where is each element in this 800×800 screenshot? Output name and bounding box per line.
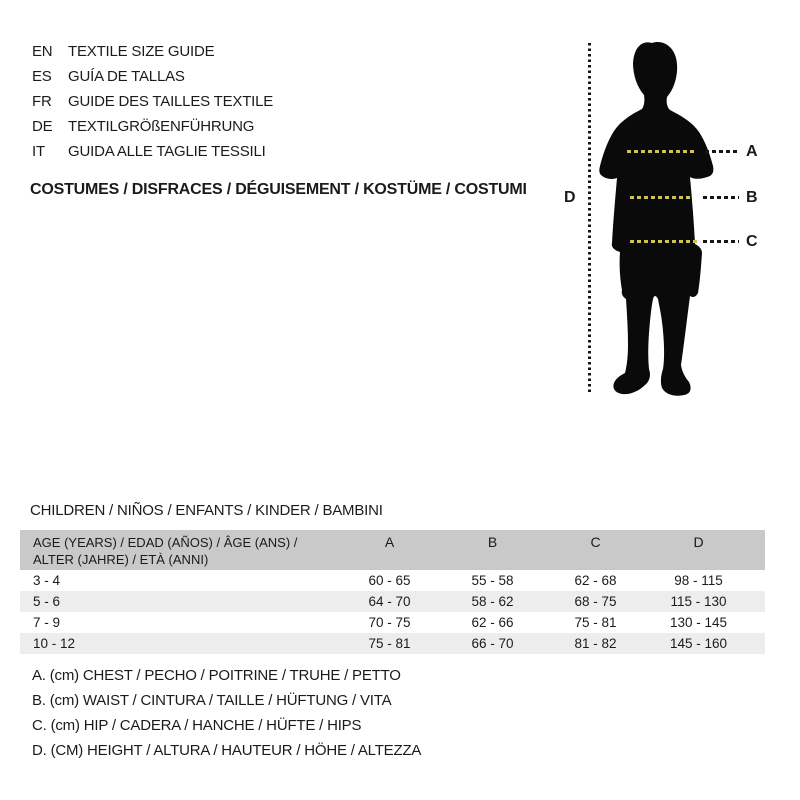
table-row <box>20 633 765 654</box>
language-row <box>32 114 273 139</box>
waist-cell: 58 - 62 <box>471 594 514 609</box>
age-cell: 7 - 9 <box>33 615 61 630</box>
age-header-line2: ALTER (JAHRE) / ETÀ (ANNI) <box>33 552 209 567</box>
table-section-title: CHILDREN / NIÑOS / ENFANTS / KINDER / BAMBINI <box>30 502 383 519</box>
column-header-d: D <box>693 534 704 550</box>
language-code: FR <box>32 93 52 110</box>
column-header-a: A <box>384 534 395 550</box>
language-label: TEXTILGRÖßENFÜHRUNG <box>68 118 255 135</box>
waist-cell: 66 - 70 <box>471 636 514 651</box>
waist-leader-line <box>703 196 739 199</box>
measurement-notes <box>32 663 421 763</box>
chest-cell: 75 - 81 <box>368 636 411 651</box>
language-code: DE <box>32 118 53 135</box>
chest-cell: 64 - 70 <box>368 594 411 609</box>
waist-note: B. (cm) WAIST / CINTURA / TAILLE / HÜFTUNG / VITA <box>32 692 392 709</box>
chest-measure-line <box>627 150 697 153</box>
hip-measure-line <box>630 240 698 243</box>
hip-leader-line <box>703 240 739 243</box>
height-label: D <box>564 189 576 206</box>
language-label: TEXTILE SIZE GUIDE <box>68 43 215 60</box>
hip-label: C <box>746 233 758 250</box>
chest-note: A. (cm) CHEST / PECHO / POITRINE / TRUHE / PETTO <box>32 667 401 684</box>
table-row <box>20 591 765 612</box>
language-row <box>32 139 273 164</box>
age-cell: 5 - 6 <box>33 594 61 609</box>
height-measure-line <box>588 43 591 393</box>
language-row <box>32 89 273 114</box>
table-row <box>20 612 765 633</box>
language-guide-list <box>32 39 273 164</box>
hip-cell: 62 - 68 <box>574 573 617 588</box>
waist-measure-line <box>630 196 692 199</box>
waist-label: B <box>746 189 758 206</box>
hip-cell: 75 - 81 <box>574 615 617 630</box>
age-cell: 3 - 4 <box>33 573 61 588</box>
language-row <box>32 39 273 64</box>
age-header-line1: AGE (YEARS) / EDAD (AÑOS) / ÂGE (ANS) / <box>33 535 298 550</box>
size-table <box>20 530 765 654</box>
height-note: D. (CM) HEIGHT / ALTURA / HAUTEUR / HÖHE / ALTEZZA <box>32 742 422 759</box>
language-code: ES <box>32 68 52 85</box>
child-silhouette <box>598 40 716 397</box>
size-table-header <box>20 530 765 570</box>
column-header-b: B <box>487 534 498 550</box>
hip-note: C. (cm) HIP / CADERA / HANCHE / HÜFTE / HIPS <box>32 717 362 734</box>
chest-label: A <box>746 143 758 160</box>
chest-cell: 60 - 65 <box>368 573 411 588</box>
table-row <box>20 570 765 591</box>
waist-cell: 55 - 58 <box>471 573 514 588</box>
column-header-c: C <box>590 534 601 550</box>
language-code: IT <box>32 143 45 160</box>
chest-cell: 70 - 75 <box>368 615 411 630</box>
age-cell: 10 - 12 <box>33 636 76 651</box>
language-row <box>32 64 273 89</box>
language-label: GUIDE DES TAILLES TEXTILE <box>68 93 274 110</box>
age-column-header <box>20 534 338 570</box>
height-cell: 130 - 145 <box>669 615 728 630</box>
height-cell: 98 - 115 <box>674 573 723 588</box>
size-table-body <box>20 570 765 654</box>
height-cell: 115 - 130 <box>670 594 727 609</box>
hip-cell: 81 - 82 <box>574 636 617 651</box>
language-code: EN <box>32 43 53 60</box>
height-cell: 145 - 160 <box>669 636 728 651</box>
category-title: COSTUMES / DISFRACES / DÉGUISEMENT / KOSTÜME / COSTUMI <box>30 181 527 198</box>
language-label: GUÍA DE TALLAS <box>68 68 185 85</box>
hip-cell: 68 - 75 <box>574 594 617 609</box>
waist-cell: 62 - 66 <box>471 615 514 630</box>
language-label: GUIDA ALLE TAGLIE TESSILI <box>68 143 266 160</box>
chest-leader-line <box>705 150 739 153</box>
